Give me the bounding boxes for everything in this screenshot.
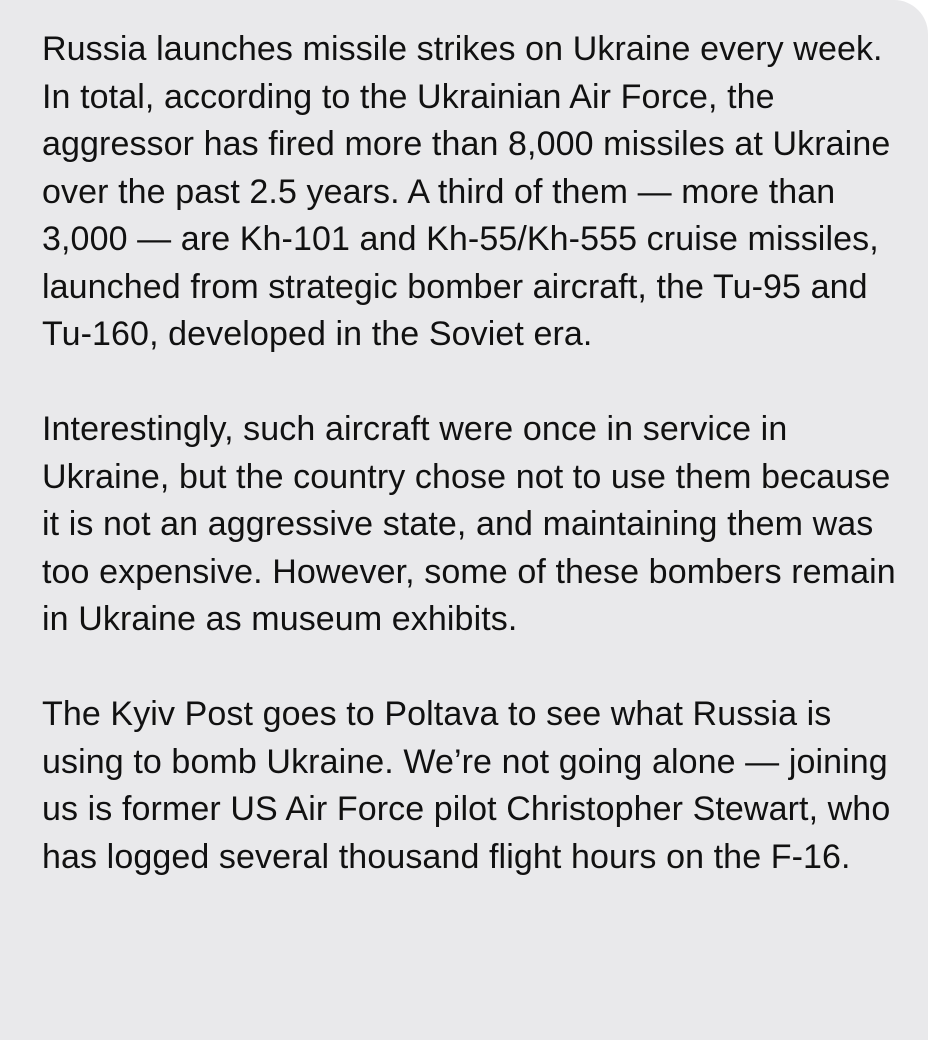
message-paragraph-1: Russia launches missile strikes on Ukraine every week. In total, according to the Ukrainian Air Force, the aggressor has fired more than 8,000 missiles at Ukraine over the past 2.5 years. A third of them — more than 3,000 — are Kh-101 and Kh-55/Kh-555 cruise missiles, launched from strategic bomber aircraft, the Tu-95 and Tu-160, developed in the Soviet era.: [42, 30, 891, 353]
message-paragraph-3: The Kyiv Post goes to Poltava to see what Russia is using to bomb Ukraine. We’re not going alone — joining us is former US Air Force pilot Christopher Stewart, who has logged several thousand flight hours on the F-16.: [42, 695, 891, 876]
message-paragraph-2: Interestingly, such aircraft were once in service in Ukraine, but the country chose not to use them because it is not an aggressive state, and maintaining them was too expensive. However, some of these bombers remain in Ukraine as museum exhibits.: [42, 410, 896, 638]
